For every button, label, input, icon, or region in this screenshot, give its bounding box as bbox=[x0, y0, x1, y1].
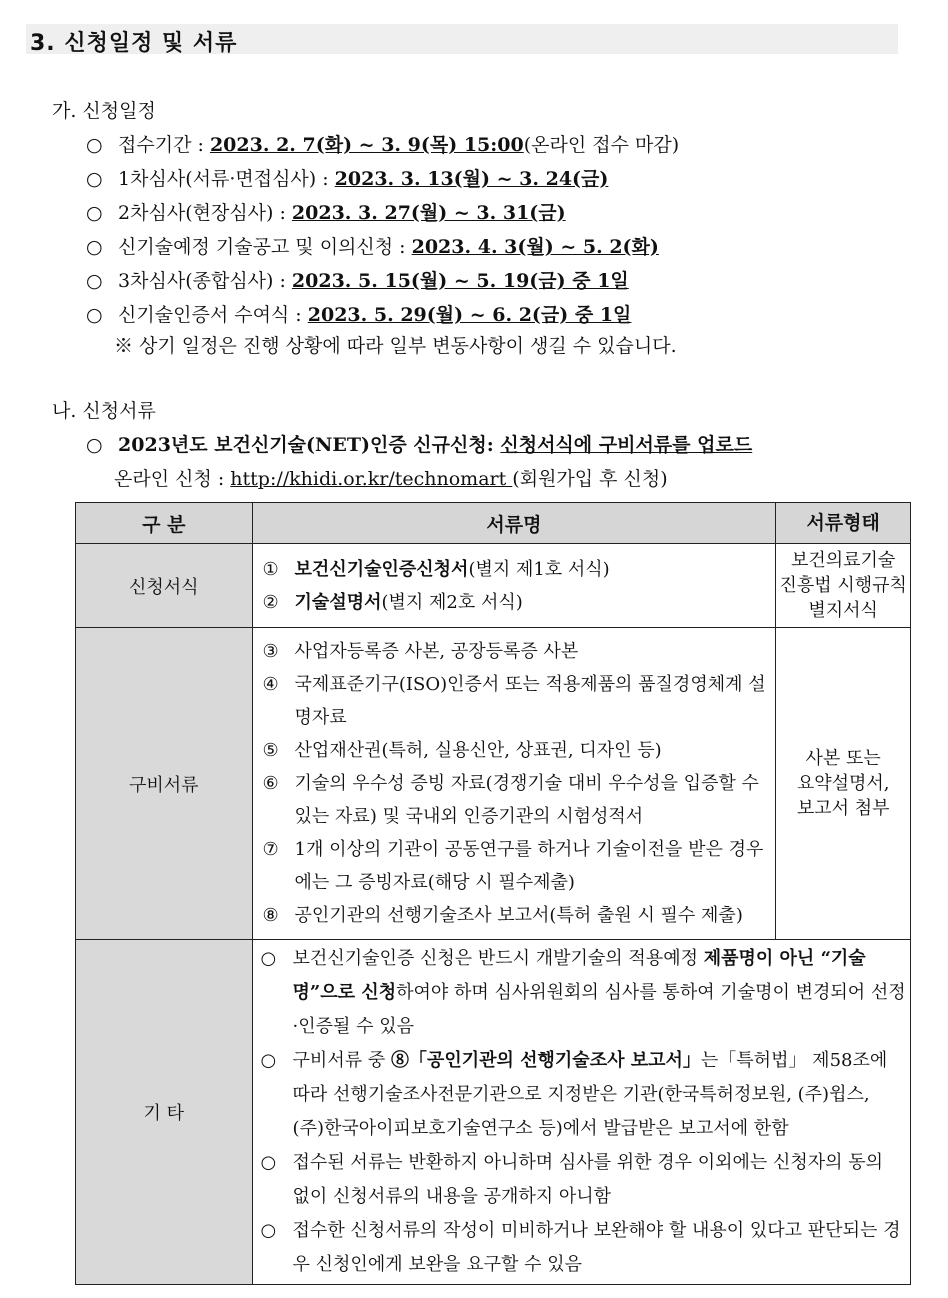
schedule-date: 2023. 3. 13(월) ~ 3. 24(금) bbox=[334, 168, 609, 190]
schedule-suffix: (온라인 접수 마감) bbox=[523, 134, 680, 156]
item-text: 산업재산권(특허, 실용신안, 상표권, 디자인 등) bbox=[294, 740, 662, 761]
schedule-label: 2차심사(현장심사) : bbox=[118, 202, 292, 224]
schedule-date: 2023. 3. 27(월) ~ 3. 31(금) bbox=[291, 202, 566, 224]
item-text: 사업자등록증 사본, 공장등록증 사본 bbox=[294, 641, 579, 662]
header-doc-name: 서류명 bbox=[252, 503, 776, 544]
item-number: ① bbox=[262, 558, 279, 580]
note-text: 접수한 신청서류의 작성이 미비하거나 보완해야 할 내용이 있다고 판단되는 경우 신청인에게 보완을 요구할 수 있음 bbox=[292, 1220, 901, 1275]
doc-item bbox=[263, 635, 772, 668]
online-label: 온라인 신청 : bbox=[114, 468, 231, 490]
online-suffix: (회원가입 후 신청) bbox=[512, 468, 668, 490]
table-row bbox=[76, 544, 911, 628]
intro-bold: 2023년도 보건신기술(NET)인증 신규신청: bbox=[118, 434, 501, 456]
form-line: 사본 또는 bbox=[805, 748, 881, 769]
form-line: 별지서식 bbox=[808, 600, 878, 621]
row-form-type bbox=[776, 628, 911, 940]
bullet-icon: ○ bbox=[86, 304, 103, 326]
row-docs bbox=[252, 544, 776, 628]
schedule-date: 2023. 2. 7(화) ~ 3. 9(목) 15:00 bbox=[209, 134, 524, 156]
note-text: 보건신기술인증 신청은 반드시 개발기술의 적용예정 bbox=[292, 948, 704, 969]
documents-heading: 나. 신청서류 bbox=[52, 400, 156, 422]
row-category: 구비서류 bbox=[76, 628, 253, 940]
item-number: ③ bbox=[262, 641, 279, 662]
schedule-item bbox=[86, 130, 679, 160]
note-item bbox=[261, 1146, 906, 1214]
item-number: ⑤ bbox=[262, 740, 279, 761]
schedule-item bbox=[86, 232, 659, 262]
bullet-icon: ○ bbox=[260, 1050, 277, 1071]
note-text: 는「특허법」 제58조에 따라 선행기술조사전문기관으로 지정받은 기관(한국특허정보원, (주)윕스, (주)한국아이피보호기술연구소 등)에서 발급받은 보고서에 한함 bbox=[292, 1050, 888, 1139]
form-line: 보건의료기술 bbox=[790, 550, 896, 571]
note-bold: 제품명이 아닌 “기술명”으로 신청 bbox=[292, 948, 866, 1003]
item-text: 국제표준기구(ISO)인증서 또는 적용제품의 품질경영체계 설명자료 bbox=[294, 674, 766, 728]
note-item bbox=[261, 942, 906, 1044]
schedule-date: 2023. 5. 29(월) ~ 6. 2(금) 중 1일 bbox=[307, 304, 632, 326]
schedule-item bbox=[86, 300, 631, 330]
documents-intro bbox=[86, 430, 752, 460]
table-row bbox=[76, 940, 911, 1285]
doc-item bbox=[263, 899, 772, 932]
form-line: 보고서 첨부 bbox=[796, 798, 890, 819]
note-text: 접수된 서류는 반환하지 아니하며 심사를 위한 경우 이외에는 신청자의 동의 없이 신청서류의 내용을 공개하지 아니함 bbox=[292, 1152, 884, 1207]
bullet-icon: ○ bbox=[86, 168, 103, 190]
doc-item bbox=[263, 668, 772, 734]
row-notes bbox=[252, 940, 910, 1285]
form-line: 요약설명서, bbox=[796, 773, 890, 794]
bullet-icon: ○ bbox=[86, 434, 103, 456]
schedule-label: 1차심사(서류·면접심사) : bbox=[118, 168, 335, 190]
schedule-note: ※ 상기 일정은 진행 상황에 따라 일부 변동사항이 생길 수 있습니다. bbox=[114, 335, 677, 357]
row-category: 기 타 bbox=[76, 940, 253, 1285]
schedule-item bbox=[86, 198, 566, 228]
doc-item bbox=[263, 553, 772, 586]
schedule-label: 접수기간 : bbox=[118, 134, 210, 156]
schedule-date: 2023. 5. 15(월) ~ 5. 19(금) 중 1일 bbox=[291, 270, 629, 292]
doc-item bbox=[263, 767, 772, 833]
table-header-row bbox=[76, 503, 911, 544]
note-bold: ⑧「공인기관의 선행기술조사 보고서」 bbox=[390, 1050, 701, 1071]
item-text: 1개 이상의 기관이 공동연구를 하거나 기술이전을 받은 경우에는 그 증빙자료(해당 시 필수제출) bbox=[294, 839, 764, 893]
bullet-icon: ○ bbox=[260, 1152, 277, 1173]
doc-item bbox=[263, 586, 772, 619]
doc-item bbox=[263, 833, 772, 899]
schedule-label: 3차심사(종합심사) : bbox=[118, 270, 292, 292]
item-number: ⑦ bbox=[262, 839, 279, 860]
item-bold: 보건신기술인증신청서 bbox=[294, 558, 469, 580]
bullet-icon: ○ bbox=[86, 270, 103, 292]
bullet-icon: ○ bbox=[260, 1220, 277, 1241]
schedule-date: 2023. 4. 3(월) ~ 5. 2(화) bbox=[411, 236, 659, 258]
bullet-icon: ○ bbox=[86, 202, 103, 224]
item-bold: 기술설명서 bbox=[294, 591, 382, 613]
row-form-type bbox=[776, 544, 911, 628]
item-text: (별지 제1호 서식) bbox=[468, 558, 610, 580]
item-number: ④ bbox=[262, 674, 279, 695]
header-category: 구 분 bbox=[76, 503, 253, 544]
item-text: 기술의 우수성 증빙 자료(경쟁기술 대비 우수성을 입증할 수 있는 자료) 및 국내외 인증기관의 시험성적서 bbox=[294, 773, 759, 827]
table-row bbox=[76, 628, 911, 940]
note-item bbox=[261, 1044, 906, 1146]
bullet-icon: ○ bbox=[260, 948, 277, 969]
section-title: 3. 신청일정 및 서류 bbox=[30, 31, 238, 56]
schedule-item bbox=[86, 266, 629, 296]
note-text: 하여야 하며 심사위원회의 심사를 통하여 기술명이 변경되어 선정·인증될 수 있음 bbox=[292, 982, 906, 1037]
row-docs bbox=[252, 628, 776, 940]
header-doc-type: 서류형태 bbox=[776, 503, 911, 544]
doc-item bbox=[263, 734, 772, 767]
intro-underlined: 신청서식에 구비서류를 업로드 bbox=[500, 434, 753, 456]
online-url-link[interactable]: http://khidi.or.kr/technomart bbox=[230, 468, 513, 490]
schedule-label: 신기술인증서 수여식 : bbox=[118, 304, 308, 326]
row-category: 신청서식 bbox=[76, 544, 253, 628]
item-number: ② bbox=[262, 591, 279, 613]
note-item bbox=[261, 1214, 906, 1282]
item-text: 공인기관의 선행기술조사 보고서(특허 출원 시 필수 제출) bbox=[294, 905, 743, 926]
note-text: 구비서류 중 bbox=[292, 1050, 391, 1071]
form-line: 진흥법 시행규칙 bbox=[779, 575, 907, 596]
item-text: (별지 제2호 서식) bbox=[381, 591, 523, 613]
bullet-icon: ○ bbox=[86, 236, 103, 258]
schedule-label: 신기술예정 기술공고 및 이의신청 : bbox=[118, 236, 412, 258]
item-number: ⑥ bbox=[262, 773, 279, 794]
schedule-heading: 가. 신청일정 bbox=[52, 100, 156, 122]
schedule-item bbox=[86, 164, 608, 194]
item-number: ⑧ bbox=[262, 905, 279, 926]
bullet-icon: ○ bbox=[86, 134, 103, 156]
online-apply bbox=[114, 464, 668, 494]
documents-table bbox=[75, 502, 911, 1285]
